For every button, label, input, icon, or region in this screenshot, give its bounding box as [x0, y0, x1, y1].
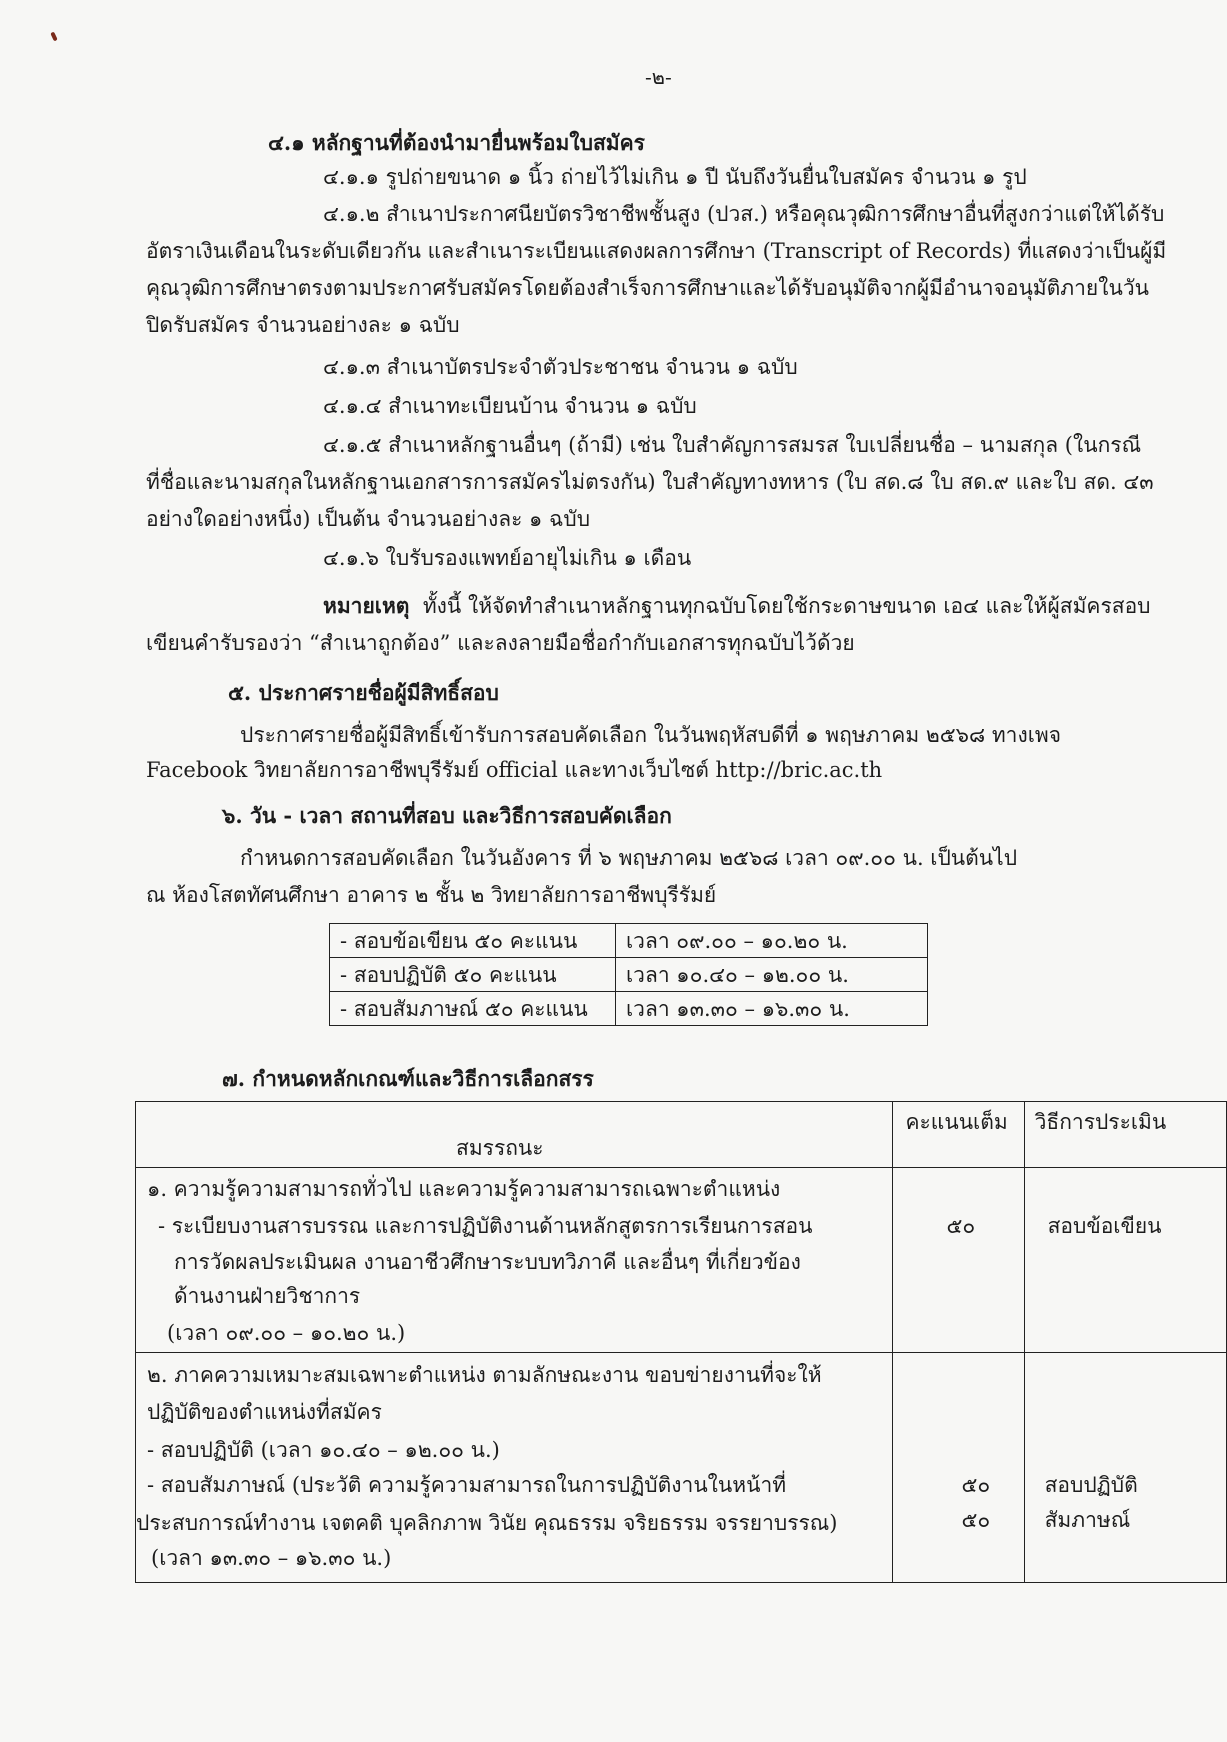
schedule-time: เวลา ๑๐.๔๐ – ๑๒.๐๐ น.	[616, 958, 928, 992]
schedule-exam: - สอบสัมภาษณ์ ๕๐ คะแนน	[330, 992, 616, 1026]
paper-speck	[50, 32, 57, 42]
item-4-1-2-cont: คุณวุฒิการศึกษาตรงตามประกาศรับสมัครโดยต้องสำเร็จการศึกษาและได้รับอนุมัติจากผู้มีอำนาจอนุมัติภายในวัน	[146, 276, 1149, 300]
header-method-label: วิธีการประเมิน	[1034, 1110, 1167, 1134]
schedule-exam: - สอบปฏิบัติ ๕๐ คะแนน	[330, 958, 616, 992]
competency-line: การวัดผลประเมินผล งานอาชีวศึกษาระบบทวิภาคี และอื่นๆ ที่เกี่ยวข้อง	[174, 1250, 801, 1274]
note-line-2: เขียนคำรับรองว่า “สำเนาถูกต้อง” และลงลายมือชื่อกำกับเอกสารทุกฉบับไว้ด้วย	[146, 631, 855, 655]
competency-line: ด้านงานฝ่ายวิชาการ	[174, 1284, 361, 1308]
competency-line: (เวลา ๐๙.๐๐ – ๑๐.๒๐ น.)	[167, 1321, 406, 1345]
header-competency-label: สมรรถนะ	[456, 1136, 544, 1160]
score-value: ๕๐	[961, 1508, 991, 1532]
item-4-1-5: ๔.๑.๕ สำเนาหลักฐานอื่นๆ (ถ้ามี) เช่น ใบสำคัญการสมรส ใบเปลี่ยนชื่อ – นามสกุล (ในกรณี	[323, 433, 1142, 457]
table-row	[330, 958, 928, 992]
section-6-text: ณ ห้องโสตทัศนศึกษา อาคาร ๒ ชั้น ๒ วิทยาลัยการอาชีพบุรีรัมย์	[146, 883, 717, 907]
score-value: ๕๐	[946, 1214, 976, 1238]
section-5-text: Facebook วิทยาลัยการอาชีพบุรีรัมย์ official และทางเว็บไซต์ http://bric.ac.th	[146, 758, 883, 782]
method-value: สัมภาษณ์	[1044, 1508, 1131, 1532]
table-row	[330, 992, 928, 1026]
competency-cell	[136, 1168, 893, 1353]
exam-schedule-table	[329, 923, 928, 1026]
method-value: สอบข้อเขียน	[1047, 1214, 1162, 1238]
note-text: ทั้งนี้ ให้จัดทำสำเนาหลักฐานทุกฉบับโดยใช้กระดาษขนาด เอ๔ และให้ผู้สมัครสอบ	[422, 594, 1151, 618]
section-7-heading: ๗. กำหนดหลักเกณฑ์และวิธีการเลือกสรร	[222, 1066, 594, 1091]
item-4-1-6: ๔.๑.๖ ใบรับรองแพทย์อายุไม่เกิน ๑ เดือน	[323, 546, 692, 570]
section-6-text: กำหนดการสอบคัดเลือก ในวันอังคาร ที่ ๖ พฤษภาคม ๒๕๖๘ เวลา ๐๙.๐๐ น. เป็นต้นไป	[240, 846, 1018, 870]
item-4-1-4: ๔.๑.๔ สำเนาทะเบียนบ้าน จำนวน ๑ ฉบับ	[323, 394, 697, 418]
header-method	[1024, 1102, 1226, 1168]
schedule-time: เวลา ๐๙.๐๐ – ๑๐.๒๐ น.	[616, 924, 928, 958]
item-4-1-2: ๔.๑.๒ สำเนาประกาศนียบัตรวิชาชีพชั้นสูง (ปวส.) หรือคุณวุฒิการศึกษาอื่นที่สูงกว่าแต่ให้ได้รับ	[323, 202, 1165, 226]
header-full-score	[893, 1102, 1024, 1168]
header-competency	[136, 1102, 893, 1168]
page-number: -๒-	[645, 65, 672, 89]
score-value: ๕๐	[961, 1473, 991, 1497]
section-5-text: ประกาศรายชื่อผู้มีสิทธิ์เข้ารับการสอบคัดเลือก ในวันพฤหัสบดีที่ ๑ พฤษภาคม ๒๕๖๘ ทางเพจ	[240, 723, 1062, 747]
competency-line: ปฏิบัติของตำแหน่งที่สมัคร	[147, 1400, 382, 1424]
competency-line: ๒. ภาคความเหมาะสมเฉพาะตำแหน่ง ตามลักษณะงาน ขอบข่ายงานที่จะให้	[147, 1363, 822, 1387]
competency-line: - สอบสัมภาษณ์ (ประวัติ ความรู้ความสามารถในการปฏิบัติงานในหน้าที่	[147, 1473, 787, 1497]
item-4-1-5-cont: ที่ชื่อและนามสกุลในหลักฐานเอกสารการสมัครไม่ตรงกัน) ใบสำคัญทางทหาร (ใบ สด.๘ ใบ สด.๙ และใบ สด. ๔๓	[146, 470, 1154, 494]
schedule-exam: - สอบข้อเขียน ๕๐ คะแนน	[330, 924, 616, 958]
competency-line: - ระเบียบงานสารบรรณ และการปฏิบัติงานด้านหลักสูตรการเรียนการสอน	[158, 1214, 813, 1238]
section-4-1-heading: ๔.๑ หลักฐานที่ต้องนำมายื่นพร้อมใบสมัคร	[268, 130, 645, 155]
item-4-1-2-cont: อัตราเงินเดือนในระดับเดียวกัน และสำเนาระเบียนแสดงผลการศึกษา (Transcript of Records) ที่แสดงว่าเป็นผู้มี	[146, 239, 1167, 263]
item-4-1-1: ๔.๑.๑ รูปถ่ายขนาด ๑ นิ้ว ถ่ายไว้ไม่เกิน ๑ ปี นับถึงวันยื่นใบสมัคร จำนวน ๑ รูป	[323, 165, 1027, 189]
competency-cell	[136, 1353, 893, 1583]
competency-line: (เวลา ๑๓.๓๐ – ๑๖.๓๐ น.)	[151, 1546, 392, 1570]
table-row	[330, 924, 928, 958]
note-label: หมายเหตุ	[323, 593, 410, 618]
score-cell	[893, 1353, 1024, 1583]
item-4-1-2-cont: ปิดรับสมัคร จำนวนอย่างละ ๑ ฉบับ	[146, 313, 460, 337]
competency-line: ๑. ความรู้ความสามารถทั่วไป และความรู้ความสามารถเฉพาะตำแหน่ง	[147, 1177, 781, 1201]
score-cell	[893, 1168, 1024, 1353]
competency-line: - สอบปฏิบัติ (เวลา ๑๐.๔๐ – ๑๒.๐๐ น.)	[147, 1438, 500, 1462]
item-4-1-3: ๔.๑.๓ สำเนาบัตรประจำตัวประชาชน จำนวน ๑ ฉบับ	[323, 355, 798, 379]
table-row	[136, 1353, 1227, 1583]
competency-line: ประสบการณ์ทำงาน เจตคติ บุคลิกภาพ วินัย คุณธรรม จริยธรรม จรรยาบรรณ)	[136, 1511, 838, 1535]
item-4-1-5-cont: อย่างใดอย่างหนึ่ง) เป็นต้น จำนวนอย่างละ ๑ ฉบับ	[146, 507, 591, 531]
table-header-row	[136, 1102, 1227, 1168]
table-row	[136, 1168, 1227, 1353]
header-full-score-label: คะแนนเต็ม	[905, 1110, 1008, 1134]
selection-criteria-table	[135, 1101, 1227, 1583]
method-cell	[1024, 1353, 1226, 1583]
method-value: สอบปฏิบัติ	[1044, 1473, 1138, 1497]
note-line-1	[323, 591, 1151, 621]
section-6-heading: ๖. วัน - เวลา สถานที่สอบ และวิธีการสอบคัดเลือก	[222, 803, 672, 828]
schedule-time: เวลา ๑๓.๓๐ – ๑๖.๓๐ น.	[616, 992, 928, 1026]
method-cell	[1024, 1168, 1226, 1353]
section-5-heading: ๕. ประกาศรายชื่อผู้มีสิทธิ์สอบ	[228, 680, 499, 705]
